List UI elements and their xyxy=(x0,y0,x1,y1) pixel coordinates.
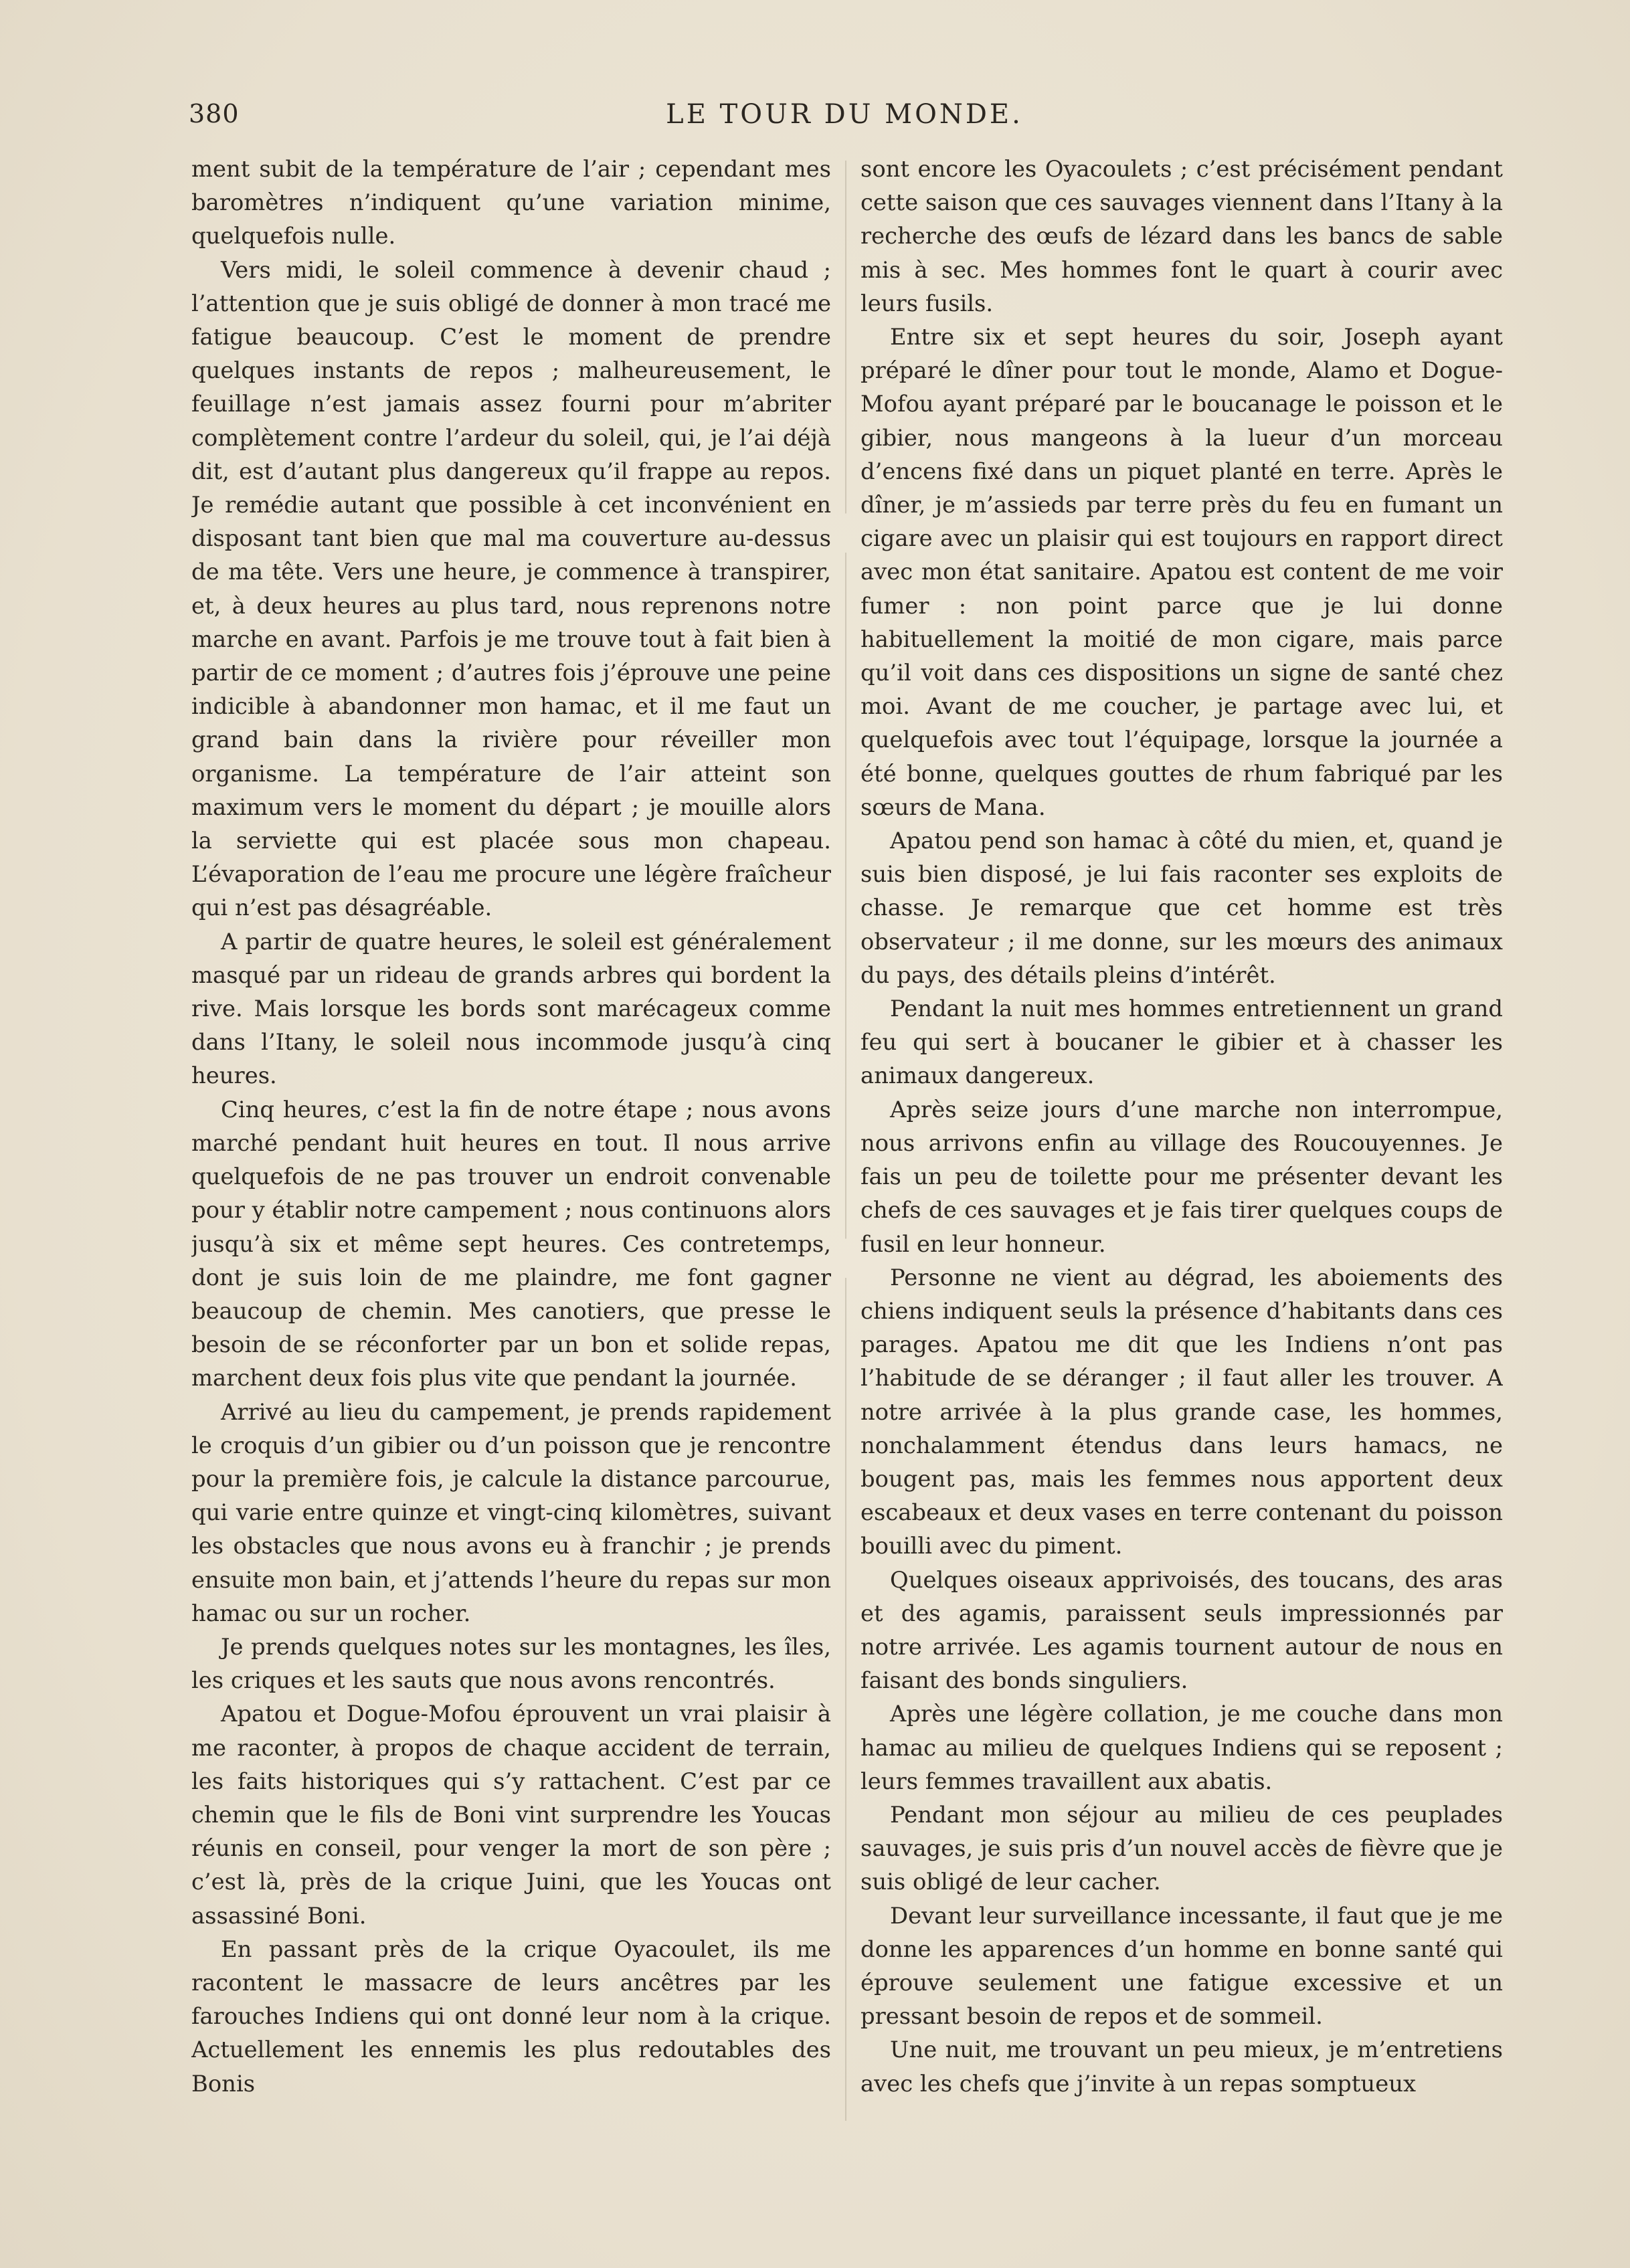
paragraph: Entre six et sept heures du soir, Joseph ayant préparé le dîner pour tout le monde, Alamo et Dogue-Mofou ayant préparé par le boucanage le poisson et le gibier, nous mangeons à la lueur d’un morceau d’encens fixé dans un piquet planté en terre. Après le dîner, je m’assieds par terre près du feu en fumant un cigare avec un plaisir qui est toujours en rapport direct avec mon état sanitaire. Apatou est content de me voir fumer : non point parce que je lui donne habituellement la moitié de mon cigare, mais parce qu’il voit dans ces dispositions un signe de santé chez moi. Avant de me coucher, je partage avec lui, et quelquefois avec tout l’équipage, lorsque la journée a été bonne, quelques gouttes de rhum fabriqué par les sœurs de Mana. xyxy=(861,324,1503,820)
paragraph: Personne ne vient au dégrad, les aboiements des chiens indiquent seuls la présence d’habitants dans ces parages. Apatou me dit que les Indiens n’ont pas l’habitude de se déranger ; il faut aller les trouver. A notre arrivée à la plus grande case, les hommes, nonchalamment étendus dans leurs hamacs, ne bougent pas, mais les femmes nous apportent deux escabeaux et deux vases en terre contenant du poisson bouilli avec du piment. xyxy=(861,1264,1503,1560)
page-number: 380 xyxy=(189,99,240,128)
paragraph: A partir de quatre heures, le soleil est généralement masqué par un rideau de grands arbres qui bordent la rive. Mais lorsque les bords sont marécageux comme dans l’Itany, le soleil nous incommode jusqu’à cinq heures. xyxy=(191,928,831,1089)
paragraph: Apatou et Dogue-Mofou éprouvent un vrai plaisir à me raconter, à propos de chaque accident de terrain, les faits historiques qui s’y rattachent. C’est par ce chemin que le fils de Boni vint surprendre les Youcas réunis en conseil, pour venger la mort de son père ; c’est là, près de la crique Juini, que les Youcas ont assassiné Boni. xyxy=(191,1701,831,1929)
column-divider xyxy=(845,161,846,2121)
paragraph: ment subit de la température de l’air ; cependant mes baromètres n’indiquent qu’une variation minime, quelquefois nulle. xyxy=(191,156,831,250)
page-header xyxy=(189,99,1500,139)
paragraph: Cinq heures, c’est la fin de notre étape ; nous avons marché pendant huit heures en tout. Il nous arrive quelquefois de ne pas trouver un endroit convenable pour y établir notre campement ; nous continuons alors jusqu’à six et même sept heures. Ces contretemps, dont je suis loin de me plaindre, me font gagner beaucoup de chemin. Mes canotiers, que presse le besoin de se réconforter par un bon et solide repas, marchent deux fois plus vite que pendant la journée. xyxy=(191,1096,831,1392)
paragraph: Après une légère collation, je me couche dans mon hamac au milieu de quelques Indiens qui se reposent ; leurs femmes travaillent aux abatis. xyxy=(861,1701,1503,1794)
paragraph: Devant leur surveillance incessante, il faut que je me donne les apparences d’un homme en bonne santé qui éprouve seulement une fatigue excessive et un pressant besoin de repos et de sommeil. xyxy=(861,1902,1503,2030)
paragraph: Pendant la nuit mes hommes entretiennent un grand feu qui sert à boucaner le gibier et à chasser les animaux dangereux. xyxy=(861,996,1503,1089)
running-title: LE TOUR DU MONDE. xyxy=(666,99,1023,130)
paragraph: En passant près de la crique Oyacoulet, ils me racontent le massacre de leurs ancêtres par les farouches Indiens qui ont donné leur nom à la crique. Actuellement les ennemis les plus redoutables des Bonis xyxy=(191,1935,831,2097)
paragraph: Apatou pend son hamac à côté du mien, et, quand je suis bien disposé, je lui fais raconter ses exploits de chasse. Je remarque que cet homme est très observateur ; il me donne, sur les mœurs des animaux du pays, des détails pleins d’intérêt. xyxy=(861,828,1503,988)
paragraph: Pendant mon séjour au milieu de ces peuplades sauvages, je suis pris d’un nouvel accès de fièvre que je suis obligé de leur cacher. xyxy=(861,1801,1503,1895)
paragraph: Une nuit, me trouvant un peu mieux, je m’entretiens avec les chefs que j’invite à un repas somptueux xyxy=(861,2037,1503,2097)
paragraph: Arrivé au lieu du campement, je prends rapidement le croquis d’un gibier ou d’un poisson que je rencontre pour la première fois, je calcule la distance parcourue, qui varie entre quinze et vingt-cinq kilomètres, suivant les obstacles que nous avons eu à franchir ; je prends ensuite mon bain, et j’attends l’heure du repas sur mon hamac ou sur un rocher. xyxy=(191,1398,831,1626)
paragraph: Vers midi, le soleil commence à devenir chaud ; l’attention que je suis obligé de donner à mon tracé me fatigue beaucoup. C’est le moment de prendre quelques instants de repos ; malheureusement, le feuillage n’est jamais assez fourni pour m’abriter complètement contre l’ardeur du soleil, qui, je l’ai déjà dit, est d’autant plus dangereux qu’il frappe au repos. Je remédie autant que possible à cet inconvénient en disposant tant bien que mal ma couverture au-dessus de ma tête. Vers une heure, je commence à transpirer, et, à deux heures au plus tard, nous reprenons notre marche en avant. Parfois je me trouve tout à fait bien à partir de ce moment ; d’autres fois j’éprouve une peine indicible à abandonner mon hamac, et il me faut un grand bain dans la rivière pour réveiller mon organisme. La température de l’air atteint son maximum vers le moment du départ ; je mouille alors la serviette qui est placée sous mon chapeau. L’évaporation de l’eau me procure une légère fraîcheur qui n’est pas désagréable. xyxy=(191,256,831,921)
left-column xyxy=(191,153,831,2193)
paragraph: Après seize jours d’une marche non interrompue, nous arrivons enfin au village des Roucouyennes. Je fais un peu de toilette pour me présenter devant les chefs de ces sauvages et je fais tirer quelques coups de fusil en leur honneur. xyxy=(861,1096,1503,1257)
paragraph: Quelques oiseaux apprivoisés, des toucans, des aras et des agamis, paraissent seuls impressionnés par notre arrivée. Les agamis tournent autour de nous en faisant des bonds singuliers. xyxy=(861,1566,1503,1694)
paragraph: Je prends quelques notes sur les montagnes, les îles, les criques et les sauts que nous avons rencontrés. xyxy=(191,1633,831,1694)
right-column xyxy=(861,153,1503,2193)
paragraph: sont encore les Oyacoulets ; c’est précisément pendant cette saison que ces sauvages viennent dans l’Itany à la recherche des œufs de lézard dans les bancs de sable mis à sec. Mes hommes font le quart à courir avec leurs fusils. xyxy=(861,156,1503,316)
